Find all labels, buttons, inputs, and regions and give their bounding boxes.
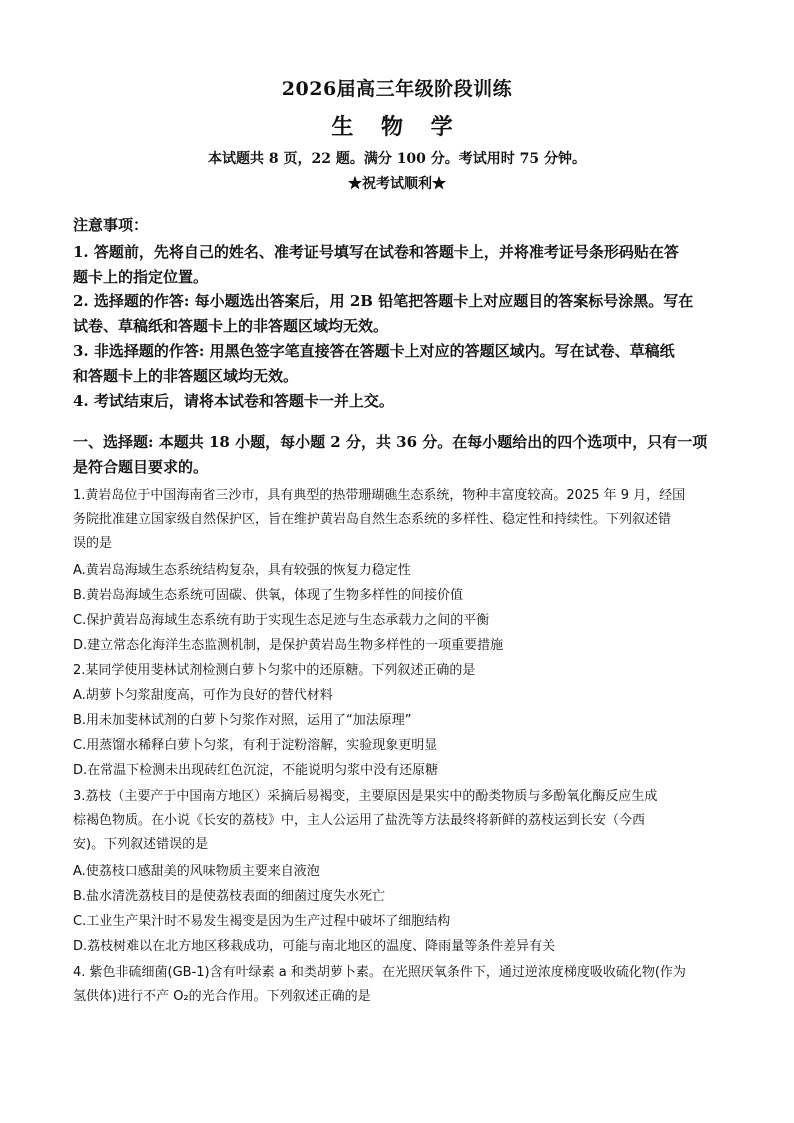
option-line: A.使荔枝口感甜美的风味物质主要来自液泡: [73, 864, 320, 879]
question-line: 棕褐色物质。在小说《长安的荔枝》中，主人公运用了盐洗等方法最终将新鲜的荔枝运到长安（今西: [73, 813, 646, 828]
notice-heading: 注意事项：: [73, 216, 149, 234]
exam-wish: ★祝考试顺利★: [348, 176, 446, 192]
question-line: 误的是: [73, 536, 113, 551]
option-line: D.在常温下检测未出现砖红色沉淀，不能说明匀浆中没有还原糖: [73, 763, 439, 778]
option-line: C.用蒸馏水稀释白萝卜匀浆，有利于淀粉溶解，实验现象更明显: [73, 738, 438, 753]
option-line: B.盐水清洗荔枝目的是使荔枝表面的细菌过度失水死亡: [73, 889, 386, 904]
notice-line: 1. 答题前，先将自己的姓名、准考证号填写在试卷和答题卡上，并将准考证号条形码贴在答: [73, 243, 679, 261]
option-line: C.工业生产果汁时不易发生褐变是因为生产过程中破坏了细胞结构: [73, 914, 451, 929]
option-line: C.保护黄岩岛海域生态系统有助于实现生态足迹与生态承载力之间的平衡: [73, 613, 490, 628]
notice-line: 题卡上的指定位置。: [73, 268, 209, 286]
notice-line: 和答题卡上的非答题区域均无效。: [73, 367, 299, 385]
question-line: 1.黄岩岛位于中国海南省三沙市，具有典型的热带珊瑚礁生态系统，物种丰富度较高。2025 年 9 月，经国: [73, 488, 686, 503]
section-heading: 一、选择题: 本题共 18 小题，每小题 2 分，共 36 分。在每小题给出的四个选项中，只有一项: [73, 433, 708, 451]
question-line: 3.荔枝（主要产于中国南方地区）采摘后易褐变，主要原因是果实中的酚类物质与多酚氧化酶反应生成: [73, 789, 658, 804]
section-heading: 是符合题目要求的。: [73, 458, 209, 476]
option-line: D.荔枝树难以在北方地区移栽成功，可能与南北地区的温度、降雨量等条件差异有关: [73, 939, 556, 954]
option-line: A.胡萝卜匀浆甜度高，可作为良好的替代材料: [73, 688, 333, 703]
question-line: 氢供体)进行不产 O₂的光合作用。下列叙述正确的是: [73, 989, 371, 1004]
notice-line: 2. 选择题的作答: 每小题选出答案后，用 2B 铅笔把答题卡上对应题目的答案标号涂黑。写在: [73, 292, 694, 310]
option-line: A.黄岩岛海域生态系统结构复杂，具有较强的恢复力稳定性: [73, 563, 411, 578]
exam-info: 本试题共 8 页，22 题。满分 100 分。考试用时 75 分钟。: [207, 151, 587, 167]
notice-line: 试卷、草稿纸和答题卡上的非答题区域均无效。: [73, 317, 389, 335]
option-line: D.建立常态化海洋生态监测机制，是保护黄岩岛生物多样性的一项重要措施: [73, 638, 504, 653]
question-line: 务院批准建立国家级自然保护区，旨在维护黄岩岛自然生态系统的多样性、稳定性和持续性。下列叙述错: [73, 512, 672, 527]
subject-title: 生 物 学: [331, 114, 463, 140]
exam-title: 2026届高三年级阶段训练: [281, 78, 513, 100]
notice-line: 4. 考试结束后，请将本试卷和答题卡一并上交。: [73, 392, 394, 410]
option-line: B.用未加斐林试剂的白萝卜匀浆作对照，运用了“加法原理”: [73, 713, 412, 728]
question-line: 安)。下列叙述错误的是: [73, 837, 209, 852]
option-line: B.黄岩岛海域生态系统可固碳、供氧，体现了生物多样性的间接价值: [73, 588, 464, 603]
question-line: 4. 紫色非硫细菌(GB-1)含有叶绿素 a 和类胡萝卜素。在光照厌氧条件下，通过逆浓度梯度吸收硫化物(作为: [73, 965, 686, 980]
notice-line: 3. 非选择题的作答: 用黑色签字笔直接答在答题卡上对应的答题区域内。写在试卷、草稿纸: [73, 342, 675, 360]
question-line: 2.某同学使用斐林试剂检测白萝卜匀浆中的还原糖。下列叙述正确的是: [73, 663, 476, 678]
